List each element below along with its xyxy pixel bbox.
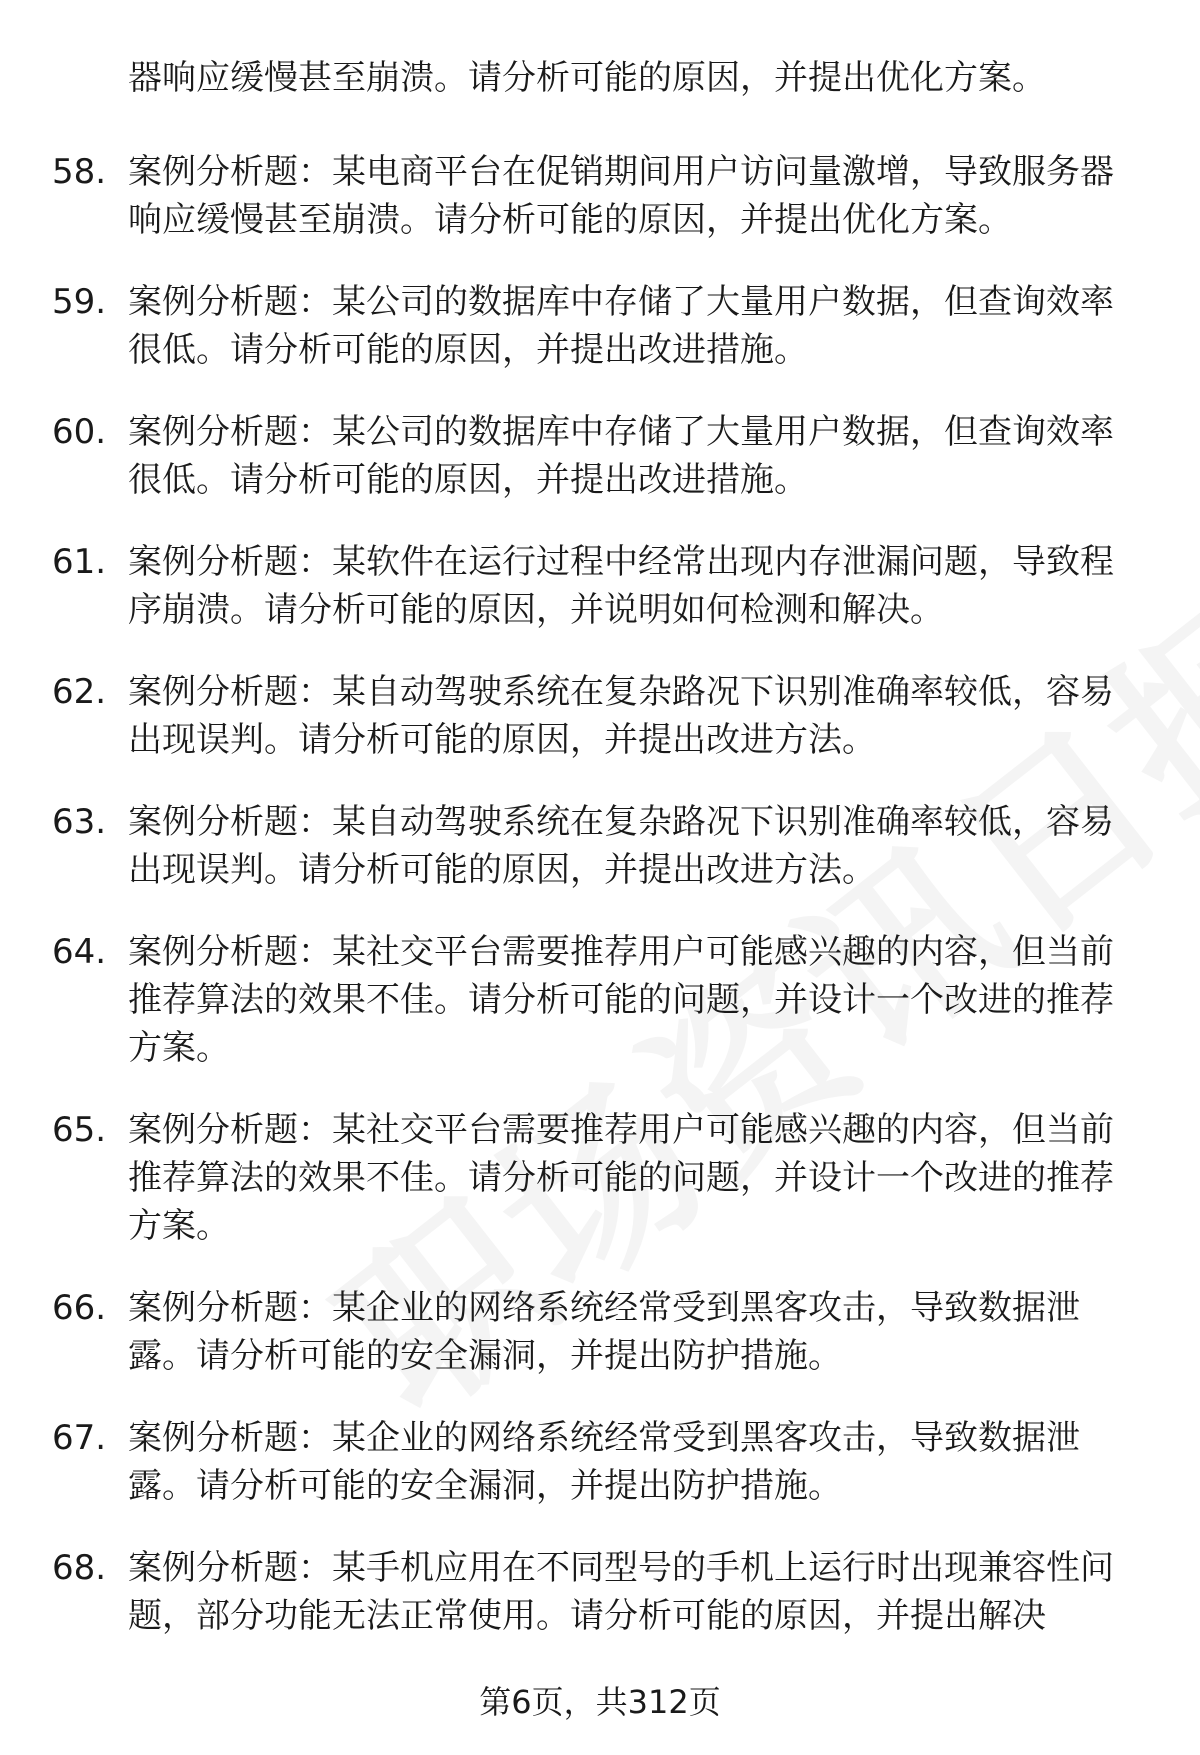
- question-number: 61.: [52, 542, 107, 582]
- continued-question-text: 器响应缓慢甚至崩溃。请分析可能的原因，并提出优化方案。: [128, 58, 1046, 98]
- question-item: [52, 278, 1152, 374]
- question-item: [52, 1544, 1152, 1640]
- question-text: 案例分析题：某企业的网络系统经常受到黑客攻击，导致数据泄露。请分析可能的安全漏洞，并提出防护措施。: [128, 1418, 1080, 1506]
- question-number: 64.: [52, 932, 107, 972]
- question-text: 案例分析题：某企业的网络系统经常受到黑客攻击，导致数据泄露。请分析可能的安全漏洞，并提出防护措施。: [128, 1288, 1080, 1376]
- question-number: 66.: [52, 1288, 107, 1328]
- question-text: 案例分析题：某公司的数据库中存储了大量用户数据，但查询效率很低。请分析可能的原因，并提出改进措施。: [128, 412, 1114, 500]
- question-item: [52, 148, 1152, 244]
- question-item: [52, 538, 1152, 634]
- question-text: 案例分析题：某手机应用在不同型号的手机上运行时出现兼容性问题，部分功能无法正常使用。请分析可能的原因，并提出解决: [128, 1548, 1114, 1636]
- question-text: 案例分析题：某电商平台在促销期间用户访问量激增，导致服务器响应缓慢甚至崩溃。请分析可能的原因，并提出优化方案。: [128, 152, 1114, 240]
- question-item: [52, 408, 1152, 504]
- question-text: 案例分析题：某自动驾驶系统在复杂路况下识别准确率较低，容易出现误判。请分析可能的原因，并提出改进方法。: [128, 802, 1114, 890]
- question-number: 68.: [52, 1548, 107, 1588]
- question-text: 案例分析题：某自动驾驶系统在复杂路况下识别准确率较低，容易出现误判。请分析可能的原因，并提出改进方法。: [128, 672, 1114, 760]
- question-text: 案例分析题：某软件在运行过程中经常出现内存泄漏问题，导致程序崩溃。请分析可能的原因，并说明如何检测和解决。: [128, 542, 1114, 630]
- question-number: 67.: [52, 1418, 107, 1458]
- question-item: [52, 668, 1152, 764]
- question-item: [52, 1106, 1152, 1250]
- question-list: [52, 148, 1152, 1674]
- question-number: 59.: [52, 282, 107, 322]
- question-text: 案例分析题：某社交平台需要推荐用户可能感兴趣的内容，但当前推荐算法的效果不佳。请分析可能的问题，并设计一个改进的推荐方案。: [128, 1110, 1114, 1246]
- question-number: 62.: [52, 672, 107, 712]
- question-item: [52, 1414, 1152, 1510]
- question-item: [52, 928, 1152, 1072]
- question-number: 65.: [52, 1110, 107, 1150]
- question-item: [52, 1284, 1152, 1380]
- question-item: [52, 798, 1152, 894]
- question-text: 案例分析题：某社交平台需要推荐用户可能感兴趣的内容，但当前推荐算法的效果不佳。请分析可能的问题，并设计一个改进的推荐方案。: [128, 932, 1114, 1068]
- question-text: 案例分析题：某公司的数据库中存储了大量用户数据，但查询效率很低。请分析可能的原因，并提出改进措施。: [128, 282, 1114, 370]
- page-number-footer: 第6页，共312页: [479, 1683, 721, 1721]
- question-number: 60.: [52, 412, 107, 452]
- question-number: 58.: [52, 152, 107, 192]
- question-number: 63.: [52, 802, 107, 842]
